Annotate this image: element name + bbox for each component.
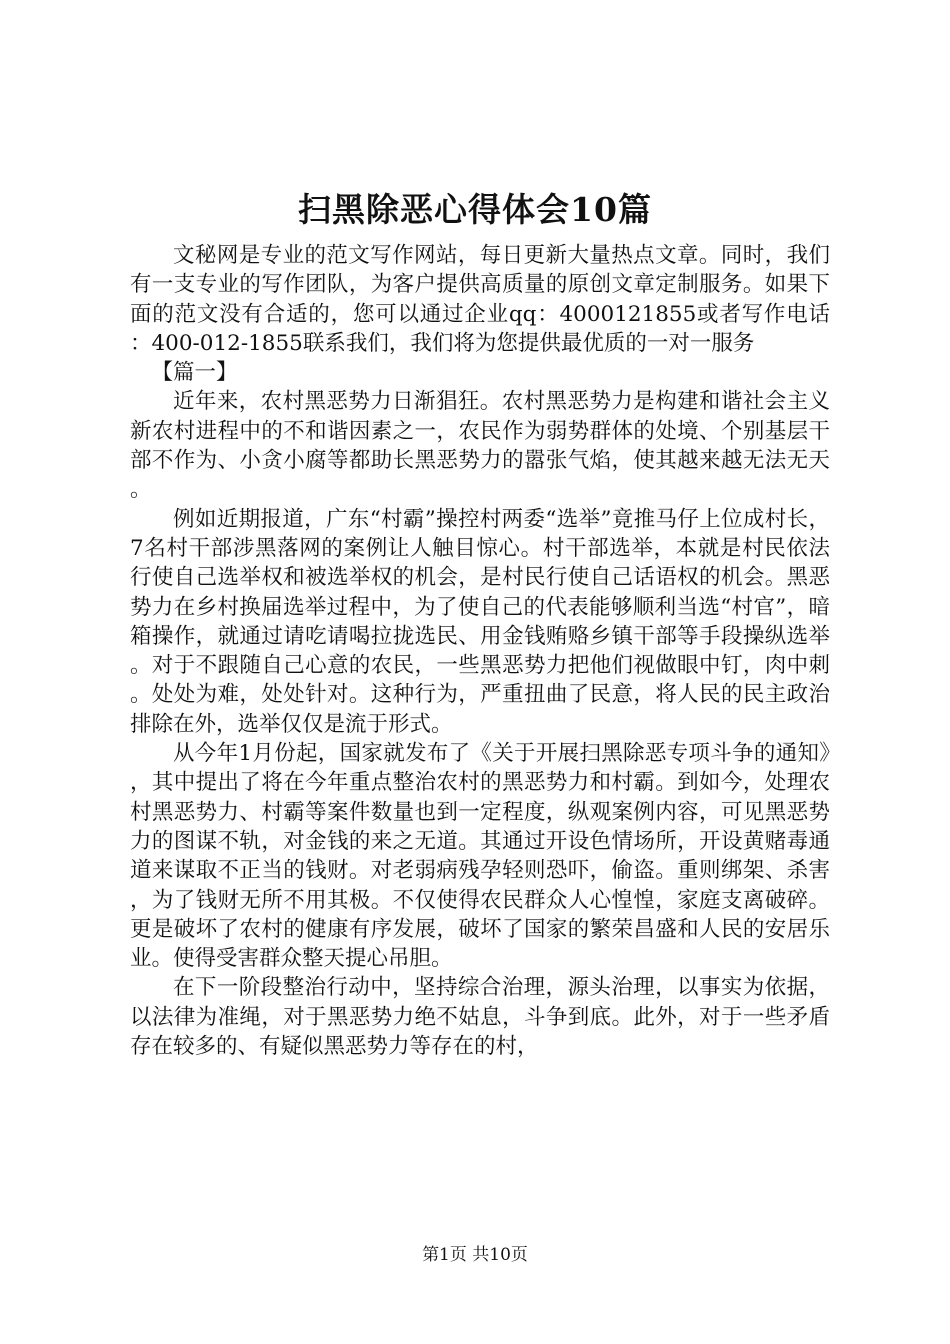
body-paragraph-2: 例如近期报道，广东“村霸”操控村两委“选举”竟推马仔上位成村长，7名村干部涉黑落网的案例让人触目惊心。村干部选举，本就是村民依法行使自己选举权和被选举权的机会，是村民行使自己话语权的机会。黑恶势力在乡村换届选举过程中，为了使自己的代表能够顺利当选“村官”，暗箱操作，就通过请吃请喝拉拢选民、用金钱贿赂乡镇干部等手段操纵选举。对于不跟随自己心意的农民，一些黑恶势力把他们视做眼中钉，肉中刺。处处为难，处处针对。这种行为，严重扭曲了民意，将人民的民主政治排除在外，选举仅仅是流于形式。 bbox=[130, 506, 830, 737]
document-body bbox=[130, 241, 830, 1061]
page-footer: 第1页 共10页 bbox=[422, 1245, 528, 1265]
intro-paragraph: 文秘网是专业的范文写作网站，每日更新大量热点文章。同时，我们有一支专业的写作团队，为客户提供高质量的原创文章定制服务。如果下面的范文没有合适的，您可以通过企业qq：4000121855或者写作电话：400-012-1855联系我们，我们将为您提供最优质的一对一服务 bbox=[130, 243, 830, 356]
body-paragraph-1: 近年来，农村黑恶势力日渐猖狂。农村黑恶势力是构建和谐社会主义新农村进程中的不和谐因素之一，农民作为弱势群体的处境、个别基层干部不作为、小贪小腐等都助长黑恶势力的嚣张气焰，使其越来越无法无天。 bbox=[130, 389, 830, 503]
section-heading: 【篇一】 bbox=[151, 360, 238, 386]
document-title: 扫黑除恶心得体会10篇 bbox=[298, 190, 652, 229]
body-paragraph-3: 从今年1月份起，国家就发布了《关于开展扫黑除恶专项斗争的通知》，其中提出了将在今年重点整治农村的黑恶势力和村霸。到如今，处理农村黑恶势力、村霸等案件数量也到一定程度，纵观案例内容，可见黑恶势力的图谋不轨，对金钱的来之无道。其通过开设色情场所，开设黄赌毒通道来谋取不正当的钱财。对老弱病残孕轻则恐吓，偷盗。重则绑架、杀害，为了钱财无所不用其极。不仅使得农民群众人心惶惶，家庭支离破碎。更是破坏了农村的健康有序发展，破坏了国家的繁荣昌盛和人民的安居乐业。使得受害群众整天提心吊胆。 bbox=[130, 741, 830, 972]
body-paragraph-4: 在下一阶段整治行动中，坚持综合治理，源头治理，以事实为依据，以法律为准绳，对于黑恶势力绝不姑息，斗争到底。此外，对于一些矛盾存在较多的、有疑似黑恶势力等存在的村， bbox=[130, 975, 830, 1060]
